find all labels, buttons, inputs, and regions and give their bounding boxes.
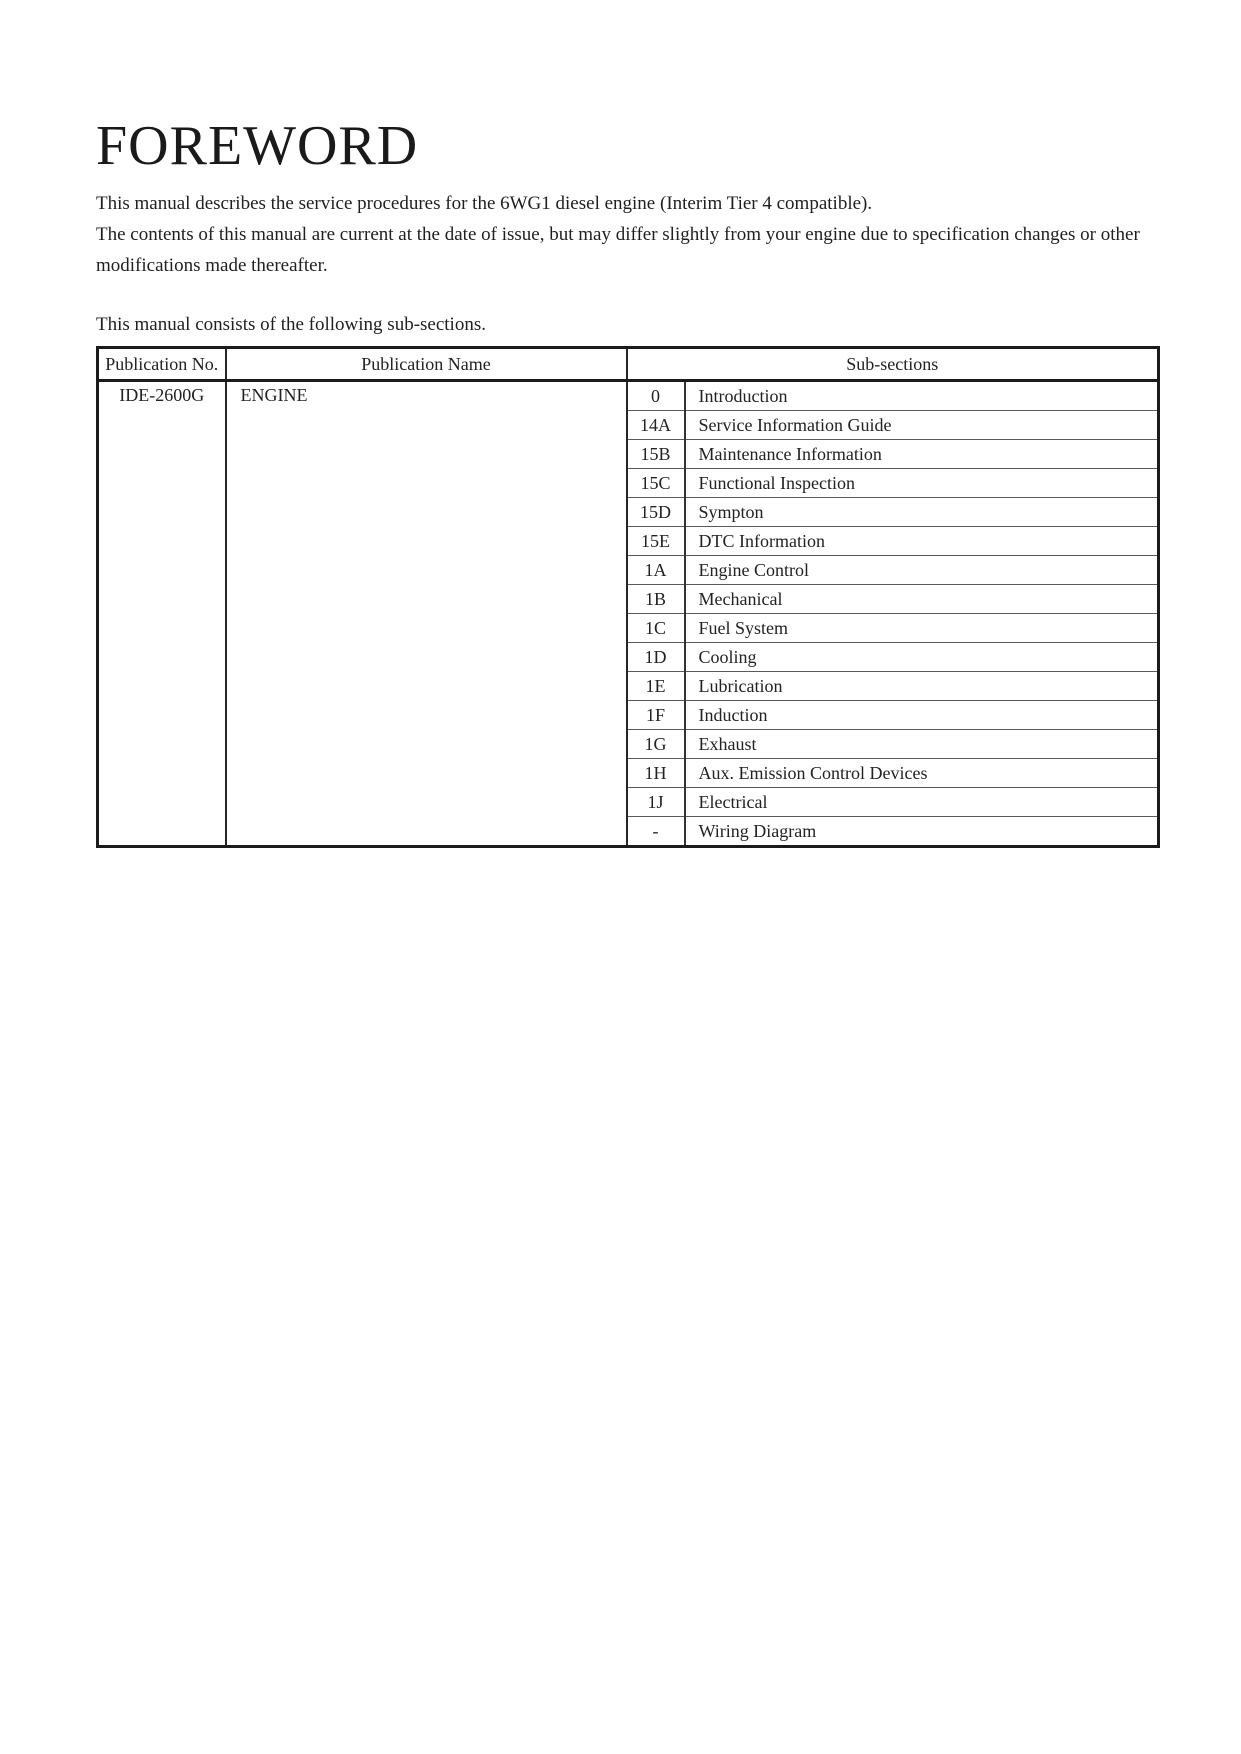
subsection-code-cell: 1C [627,614,685,643]
subsection-name-cell: Mechanical [685,585,1159,614]
sections-lead-text: This manual consists of the following sub-sections. [96,314,486,335]
page-content [96,0,1162,848]
subsection-name-cell: Lubrication [685,672,1159,701]
subsection-name-cell: Aux. Emission Control Devices [685,759,1159,788]
subsection-name-cell: Sympton [685,498,1159,527]
publication-no-cell: IDE-2600G [98,381,226,847]
subsection-name-cell: Engine Control [685,556,1159,585]
subsection-code-cell: 1J [627,788,685,817]
subsection-code-cell: 14A [627,411,685,440]
subsection-name-cell: DTC Information [685,527,1159,556]
publication-name-cell: ENGINE [226,381,627,847]
header-row [98,348,1159,381]
subsection-name-cell: Exhaust [685,730,1159,759]
subsection-code-cell: 15E [627,527,685,556]
subsection-name-cell: Introduction [698,385,788,406]
subsection-name-cell: Electrical [685,788,1159,817]
intro-paragraph-contents: The contents of this manual are current at the date of issue, but may differ slightly from your engine due to specification changes or other modifications made thereafter. [96,224,1140,276]
page-title: FOREWORD [96,115,419,177]
header-publication-no: Publication No. [98,348,226,381]
subsection-name-cell: Functional Inspection [685,469,1159,498]
subsection-code-cell: 15B [627,440,685,469]
subsection-code-cell: 1A [627,556,685,585]
subsection-code-cell: 1E [627,672,685,701]
subsection-code-cell: - [627,817,685,847]
sections-table-header [98,348,1159,381]
subsection-name-cell: Maintenance Information [685,440,1159,469]
table-row [98,381,1159,411]
subsection-code-cell: 1F [627,701,685,730]
subsection-code-cell: 0 [627,381,685,411]
intro-paragraph-describe: This manual describes the service procedures for the 6WG1 diesel engine (Interim Tier 4 compatible). [96,193,873,214]
subsection-name-cell: Wiring Diagram [685,817,1159,847]
subsection-name-cell: Fuel System [685,614,1159,643]
subsection-name-cell: Induction [685,701,1159,730]
subsection-code-cell: 1B [627,585,685,614]
header-publication-name: Publication Name [226,348,627,381]
sections-table-body [98,381,1159,847]
subsection-code-cell: 15C [627,469,685,498]
header-sub-sections: Sub-sections [627,348,1159,381]
sections-table [96,346,1160,848]
subsection-code-cell: 1D [627,643,685,672]
subsection-name-cell: Service Information Guide [685,411,1159,440]
subsection-name-cell: Cooling [685,643,1159,672]
subsection-code-cell: 15D [627,498,685,527]
subsection-code-cell: 1G [627,730,685,759]
subsection-code-cell: 1H [627,759,685,788]
